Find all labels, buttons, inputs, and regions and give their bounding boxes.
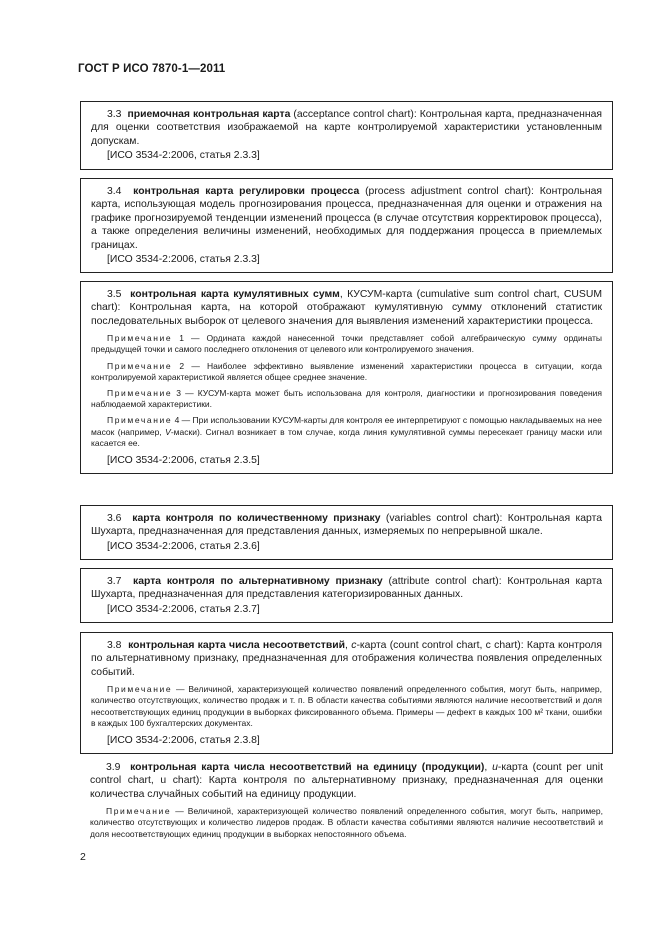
term-name: контрольная карта числа несоответствий на единицу (продукции) (130, 762, 485, 773)
note-1 (91, 333, 602, 355)
term-italic-symbol: c (351, 640, 357, 651)
note-text: 4 — При использовании КУСУМ-карты для контроля ее интерпретируют с помощью накладываемых на нее масок (например, (91, 415, 602, 437)
note-label: Примечание (107, 333, 173, 344)
term-paragraph (91, 639, 602, 679)
term-source: [ИСО 3534-2:2006, статья 2.3.7] (107, 603, 260, 615)
term-number: 3.5 (107, 289, 122, 300)
term-source: [ИСО 3534-2:2006, статья 2.3.5] (107, 455, 260, 467)
term-source: [ИСО 3534-2:2006, статья 2.3.3] (107, 254, 260, 266)
term-box-3-4 (80, 178, 613, 273)
term-name: карта контроля по альтернативному признаку (133, 576, 383, 587)
term-name: контрольная карта кумулятивных сумм (130, 289, 340, 300)
note-label: Примечание (107, 388, 173, 399)
term-paragraph (91, 108, 602, 148)
note-text: -маски). Сигнал возникает в том случае, когда линия кумулятивной суммы пересекает границу маски или касается ее. (91, 426, 602, 448)
note-text: 1 — Ордината каждой нанесенной точки представляет собой алгебраическую сумму ординаты предыдущей точки и самого последнего отклонения от целевого или контролируемого значения. (91, 333, 602, 355)
term-paragraph (91, 512, 602, 539)
term-paragraph (91, 185, 602, 252)
term-name: контрольная карта числа несоответствий (128, 640, 346, 651)
note-4 (91, 415, 602, 449)
note-label: Примечание (106, 806, 172, 817)
page-number: 2 (80, 851, 86, 863)
term-number: 3.3 (107, 109, 122, 120)
term-definition: -карта (count per unit control chart, u chart): Карта контроля по альтернативному признаку, предназначенная для оценки количества случайных событий на единицу продукции. (90, 762, 603, 800)
term-number: 3.6 (107, 513, 122, 524)
term-definition: , КУСУМ-карта (cumulative sum control chart, CUSUM chart): Контрольная карта, на которой отображают кумулятивную сумму отклонений статистик последовательных выборок от целевого значения для выявления изменений характеристики процесса. (91, 289, 603, 327)
note-2 (91, 361, 602, 383)
note-label: Примечание (107, 684, 173, 695)
term-box-3-6 (80, 505, 613, 560)
note-italic-symbol: V (165, 426, 171, 437)
term-separator: , (345, 640, 352, 651)
term-number: 3.8 (107, 640, 122, 651)
note (90, 806, 603, 840)
term-paragraph (91, 575, 602, 602)
term-number: 3.4 (107, 186, 122, 197)
note-text: — Величиной, характеризующей количество появлений определенного события, могут быть, например, количество отсутствующих и количество лидеров продаж. В области качества событиями являются наличие несоответствий и доля несоответствующих единиц продукции в выборках непостоянного объема. (90, 806, 603, 839)
term-source: [ИСО 3534-2:2006, статья 2.3.6] (107, 540, 260, 552)
term-paragraph (91, 288, 602, 328)
term-definition: (attribute control chart): Контрольная карта Шухарта, предназначенная для представления категоризированных данных. (91, 576, 603, 601)
term-definition: -карта (count control chart, c chart): Карта контроля по альтернативному признаку, предназначенная для отображения количества появления определенных событий. (91, 640, 602, 678)
note-text: — Величиной, характеризующей количество появлений определенного события, могут быть, например, количество отсутствующих, количество продаж и т. п. В области качества событиями являются наличие несоответствий и доля несоответствующих единиц продукции в выборках фиксированного объема. Примеры — дефект в каждых 100 м² ткани, ошибки в каждых 100 бухгалтерских документах. (91, 684, 602, 728)
term-box-3-8 (80, 632, 613, 754)
term-name: контрольная карта регулировки процесса (133, 186, 360, 197)
note-label: Примечание (107, 415, 173, 426)
term-box-3-3 (80, 101, 613, 170)
term-definition: (variables control chart): Контрольная карта Шухарта, предназначенная для представления данных, измеряемых по непрерывной шкале. (91, 513, 602, 538)
term-number: 3.9 (106, 762, 121, 773)
term-source: [ИСО 3534-2:2006, статья 2.3.8] (107, 735, 260, 747)
term-italic-symbol: u (492, 762, 498, 773)
term-name: карта контроля по количественному признаку (132, 513, 381, 524)
term-box-3-7 (80, 568, 613, 623)
note (91, 684, 602, 729)
term-paragraph (90, 761, 603, 801)
note-label: Примечание (107, 360, 173, 371)
document-header: ГОСТ Р ИСО 7870-1—2011 (78, 63, 226, 75)
term-name: приемочная контрольная карта (127, 109, 291, 120)
note-text: 3 — КУСУМ-карта может быть использована для контроля, диагностики и прогнозирования поведения наблюдаемой характеристики. (91, 388, 602, 410)
term-separator: , (484, 762, 493, 773)
note-text: 2 — Наиболее эффективно выявление изменений характеристики процесса в ситуации, когда контролируемой характеристикой является общее среднее значение. (91, 360, 602, 382)
note-3 (91, 388, 602, 410)
term-block-3-9 (80, 761, 613, 840)
term-definition: (process adjustment control chart): Контрольная карта, использующая модель прогнозирования процесса, предназначенная для оценки и отражения на графике прогнозируемой тенденции изменений процесса (в случае отсутствия корректировок процесса), а также определения величины изменений, необходимых для поддержания процесса в приемлемых границах. (91, 186, 603, 251)
term-box-3-5 (80, 281, 613, 474)
term-number: 3.7 (107, 576, 122, 587)
term-source: [ИСО 3534-2:2006, статья 2.3.3] (107, 150, 260, 162)
term-definition: (acceptance control chart): Контрольная карта, предназначенная для оценки соответствия изображаемой на карте контролируемой характеристики установленным допускам. (91, 109, 603, 147)
